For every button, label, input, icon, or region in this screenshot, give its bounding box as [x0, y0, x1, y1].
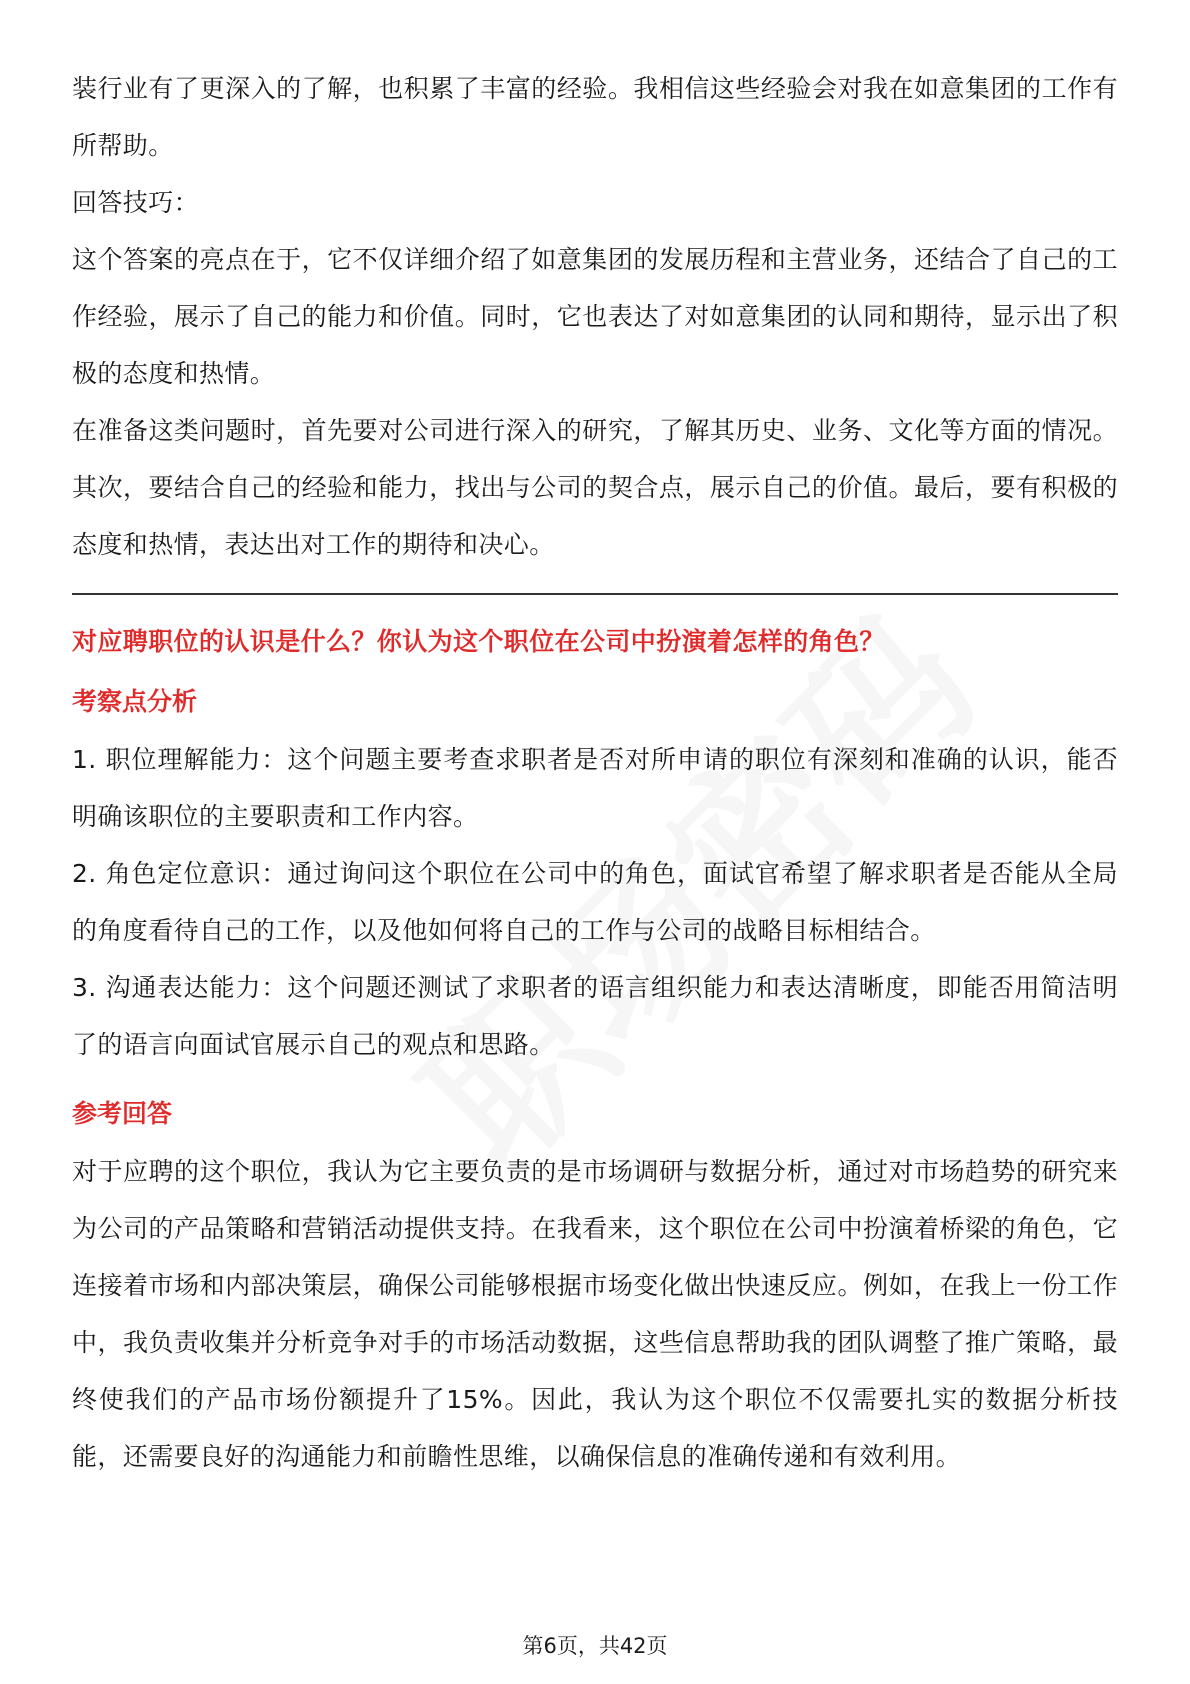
- document-page: [72, 60, 1118, 1485]
- page-number: 第6页，共42页: [522, 1634, 668, 1658]
- reference-answer: 对于应聘的这个职位，我认为它主要负责的是市场调研与数据分析，通过对市场趋势的研究来为公司的产品策略和营销活动提供支持。在我看来，这个职位在公司中扮演着桥梁的角色，它连接着市场和内部决策层，确保公司能够根据市场变化做出快速反应。例如，在我上一份工作中，我负责收集并分析竞争对手的市场活动数据，这些信息帮助我的团队调整了推广策略，最终使我们的产品市场份额提升了15%。因此，我认为这个职位不仅需要扎实的数据分析技能，还需要良好的沟通能力和前瞻性思维，以确保信息的准确传递和有效利用。: [72, 1157, 1118, 1471]
- analysis-label: 考察点分析: [72, 687, 198, 716]
- paragraph-tips: 这个答案的亮点在于，它不仅详细介绍了如意集团的发展历程和主营业务，还结合了自己的工作经验，展示了自己的能力和价值。同时，它也表达了对如意集团的认同和期待，显示出了积极的态度和热情。: [72, 245, 1118, 388]
- answer-label: 参考回答: [72, 1099, 173, 1128]
- analysis-point-2: 2. 角色定位意识：通过询问这个职位在公司中的角色，面试官希望了解求职者是否能从全局的角度看待自己的工作，以及他如何将自己的工作与公司的战略目标相结合。: [72, 859, 1118, 945]
- paragraph-preparation: 在准备这类问题时，首先要对公司进行深入的研究，了解其历史、业务、文化等方面的情况。其次，要结合自己的经验和能力，找出与公司的契合点，展示自己的价值。最后，要有积极的态度和热情，表达出对工作的期待和决心。: [72, 416, 1118, 559]
- analysis-point-1: 1. 职位理解能力：这个问题主要考查求职者是否对所申请的职位有深刻和准确的认识，能否明确该职位的主要职责和工作内容。: [72, 745, 1118, 831]
- analysis-point-3: 3. 沟通表达能力：这个问题还测试了求职者的语言组织能力和表达清晰度，即能否用简洁明了的语言向面试官展示自己的观点和思路。: [72, 973, 1118, 1059]
- spacer: [72, 1073, 1118, 1085]
- question-title: 对应聘职位的认识是什么？你认为这个职位在公司中扮演着怎样的角色？: [72, 627, 885, 656]
- section-divider: [72, 593, 1118, 595]
- paragraph-intro: 装行业有了更深入的了解，也积累了丰富的经验。我相信这些经验会对我在如意集团的工作有所帮助。: [72, 74, 1118, 160]
- tips-label: 回答技巧：: [72, 188, 200, 217]
